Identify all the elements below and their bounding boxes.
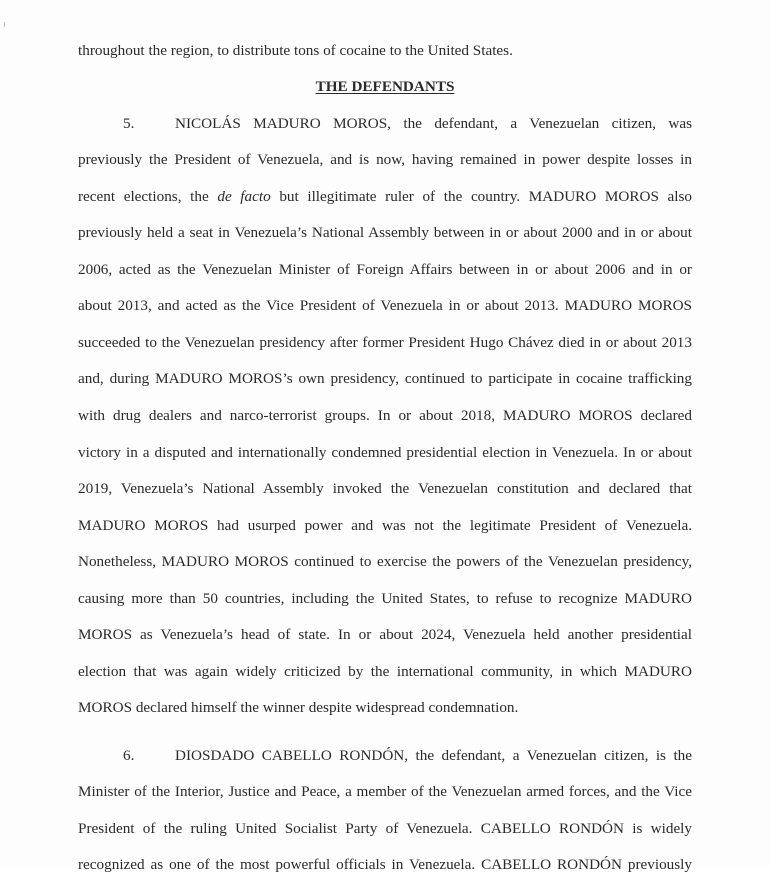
- paragraph-line: and, during MADURO MOROS’s own presidency, continued to participate in cocaine trafficking: [78, 370, 692, 387]
- paragraph-line: victory in a disputed and internationally condemned presidential election in Venezuela. In or about: [78, 444, 692, 461]
- paragraph-number: 6.: [123, 747, 135, 764]
- section-heading: THE DEFENDANTS: [315, 78, 455, 95]
- paragraph-first-line: DIOSDADO CABELLO RONDÓN, the defendant, a Venezuelan citizen, is the: [175, 747, 692, 764]
- paragraph-line: previously held a seat in Venezuela’s National Assembly between in or about 2000 and in or about: [78, 224, 692, 241]
- paragraph-line: MADURO MOROS had usurped power and was not the legitimate President of Venezuela.: [78, 517, 692, 534]
- paragraph-number: 5.: [123, 115, 135, 132]
- paragraph-line: previously the President of Venezuela, and is now, having remained in power despite losses in: [78, 151, 692, 168]
- paragraph-line: President of the ruling United Socialist Party of Venezuela. CABELLO RONDÓN is widely: [78, 820, 692, 837]
- italic-text: de facto: [217, 188, 271, 205]
- text-run: recent elections, the: [78, 188, 209, 205]
- paragraph-line: [78, 186, 692, 208]
- paragraph-line: recognized as one of the most powerful officials in Venezuela. CABELLO RONDÓN previously: [78, 856, 692, 873]
- intro-line: throughout the region, to distribute tons of cocaine to the United States.: [78, 42, 513, 59]
- paragraph-line: MOROS declared himself the winner despite widespread condemnation.: [78, 699, 519, 716]
- paragraph-line: election that was again widely criticized by the international community, in which MADURO: [78, 663, 692, 680]
- paragraph-line: Nonetheless, MADURO MOROS continued to exercise the powers of the Venezuelan presidency,: [78, 553, 692, 570]
- paragraph-line: causing more than 50 countries, including the United States, to refuse to recognize MADURO: [78, 590, 692, 607]
- paragraph-line: with drug dealers and narco-terrorist groups. In or about 2018, MADURO MOROS declared: [78, 407, 692, 424]
- paragraph-first-line: NICOLÁS MADURO MOROS, the defendant, a Venezuelan citizen, was: [175, 115, 692, 132]
- paragraph-line: 2006, acted as the Venezuelan Minister of Foreign Affairs between in or about 2006 and in or: [78, 261, 692, 278]
- paragraph-line: about 2013, and acted as the Vice President of Venezuela in or about 2013. MADURO MOROS: [78, 297, 692, 314]
- paragraph-line: succeeded to the Venezuelan presidency after former President Hugo Chávez died in or about 2013: [78, 334, 692, 351]
- margin-mark: [4, 22, 5, 27]
- text-run: but illegitimate ruler of the country. MADURO MOROS also: [279, 188, 693, 205]
- paragraph-line: 2019, Venezuela’s National Assembly invoked the Venezuelan constitution and declared that: [78, 480, 692, 497]
- paragraph-line: Minister of the Interior, Justice and Peace, a member of the Venezuelan armed forces, and the Vice: [78, 783, 692, 800]
- paragraph-line: MOROS as Venezuela’s head of state. In or about 2024, Venezuela held another presidential: [78, 626, 692, 643]
